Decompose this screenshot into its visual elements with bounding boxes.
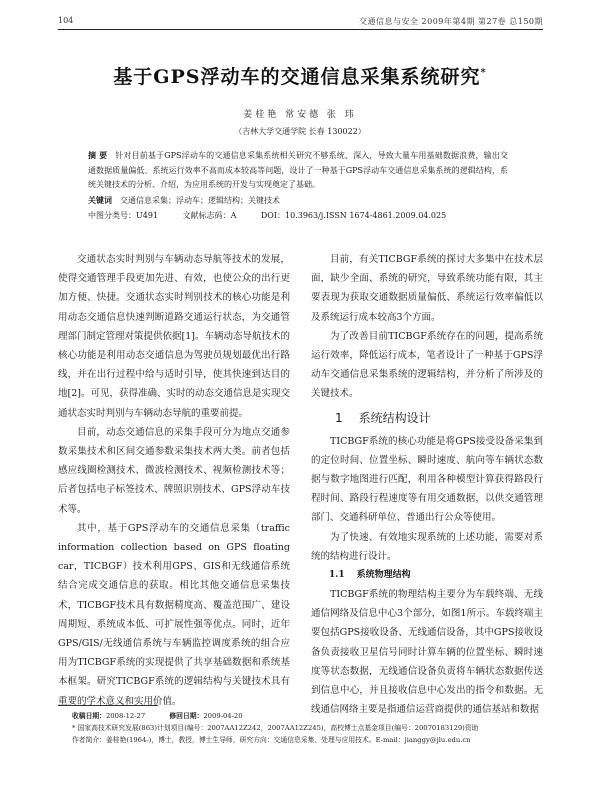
- clc-label: 中图分类号：: [88, 210, 136, 220]
- subsection-heading-1-1: [311, 566, 543, 585]
- affiliation: （吉林大学交通学院 长春 130022）: [234, 127, 366, 136]
- paper-title: [0, 62, 600, 89]
- keywords-label: 关键词: [88, 194, 112, 205]
- doc-code-value: A: [230, 210, 237, 220]
- paragraph: 为了改善目前TICBGF系统存在的问题，提高系统运行效率，降低运行成本，笔者设计了一种基于GPS浮动车交通信息采集系统的逻辑结构，并分析了所涉及的关键技术。: [311, 330, 543, 400]
- abstract-block: [88, 148, 508, 223]
- page-number: 104: [58, 16, 74, 25]
- title-footnote-mark: *: [480, 67, 487, 79]
- section-number: 1: [335, 410, 343, 425]
- header-rule: [58, 29, 543, 30]
- paragraph: 交通状态实时判别与车辆动态导航等技术的发展，使得交通管理手段更加先进、有效，也使公众的出行更加方便、快捷。交通状态实时判别技术的核心功能是利用动态交通信息快速判断道路交通运行状态，为交通管理部门制定管理对策提供依据[1]。车辆动态导航技术的核心功能是利用动态交通信息为驾驶员规划最优出行路线，并在出行过程中给与适时引导，使其快速到达目的地[2]。可见，获得准确、实时的动态交通信息是实现交通状态实时判别与车辆动态导航的重要前提。: [58, 254, 290, 419]
- paper-title-text: 基于GPS浮动车的交通信息采集系统研究: [113, 66, 481, 88]
- clc-value: U491: [136, 210, 159, 220]
- abstract: [88, 148, 508, 193]
- keywords: [88, 193, 508, 208]
- authors: 姜桂艳 常安德 张 玮: [243, 110, 357, 120]
- paragraph: 为了快速、有效地实现系统的上述功能，需要对系统的结构进行设计。: [311, 531, 543, 562]
- section-heading-1: [311, 404, 543, 432]
- paragraph: 其中，基于GPS浮动车的交通信息采集（traffic information collection based on GPS floating car，TICBGF）技术利用GPS、GIS和无线通信系统结合完成交通信息的获取。相比其他交通信息采集技术，TICBGF技术具有数据精度高、覆盖范围广、建设周期短、系统成本低、可扩展性强等优点。同时，近年GPS/GIS/无线通信系统与车辆监控调度系统的组合应用为TICBGF系统的实现提供了共享基础数据和系统基本框架。研究TICBGF系统的逻辑结构与关键技术具有重要的学术意义和实用价值。: [58, 522, 290, 707]
- doc-code-label: 文献标志码：: [182, 210, 231, 220]
- paragraph: TICBGF系统的核心功能是将GPS接受设备采集到的定位时间、位置坐标、瞬时速度、航向等车辆状态数据与数字地图进行匹配，利用各种模型计算获得路段行程时间、路段行程速度等有用交通数据，以供交通管理部门、交通科研单位、普通出行公众等使用。: [311, 435, 543, 524]
- paragraph: TICBGF系统的物理结构主要分为车载终端、无线通信网络及信息中心3个部分，如图1所示。车载终端主要包括GPS接收设备、无线通信设备，其中GPS接收设备负责接收卫星信号同时计算车辆的位置坐标、瞬时速度等状态数据，无线通信设备负责将车辆状态数据传送到信息中心，并且接收信息中心发出的指令和数据。无线通信网络主要是指通信运营商提供的通信基站和数据: [311, 589, 543, 716]
- body-column-right: [311, 250, 543, 719]
- classification-line: [88, 208, 508, 223]
- section-title: 系统结构设计: [358, 410, 431, 425]
- abstract-label: 摘 要: [88, 150, 108, 160]
- footnote-rule: [58, 705, 158, 706]
- revised-date: 2009-04-20: [203, 712, 243, 720]
- abstract-text: 针对目前基于GPS浮动车的交通信息采集系统相关研究不够系统、深入，导致大量车用基础数据浪费，输出交通数据质量偏低、系统运行效率不高而成本较高等问题，设计了一种基于GPS浮动车交通信息采集系统的逻辑结构，系统关键技术的分析、介绍，为应用系统的开发与实现奠定了基础。: [88, 151, 508, 189]
- received-date: 2008-12-27: [105, 712, 146, 720]
- paragraph: 目前，动态交通信息的采集手段可分为地点交通参数采集技术和区间交通参数采集技术两大类。前者包括感应线圈检测技术、微波检测技术、视频检测技术等；后者包括电子标签技术、牌照识别技术、GPS浮动车技术等。: [58, 426, 290, 515]
- author-bio: 作者简介：姜桂艳(1964-)，博士，教授，博士生导师，研究方向：交通信息采集、处理与应用技术。E-mail：jianggy@jlu.edu.cn: [72, 736, 471, 744]
- footnotes: [72, 710, 572, 746]
- dates-line: [72, 710, 572, 722]
- keywords-text: 交通信息采集；浮动车；逻辑结构；关键技术: [120, 195, 280, 205]
- journal-info: 交通信息与安全 2009年第4期 第27卷 总150期: [358, 17, 543, 26]
- funding-note: * 国家高技术研究发展(863)计划项目(编号：2007AA12Z242，2007AA12Z245)，高校博士点基金项目(编号：20070183129)资助: [72, 724, 479, 732]
- subsection-number: 1.1: [329, 570, 345, 581]
- running-header: [58, 10, 543, 30]
- doi: DOI：10.3963/j.ISSN 1674-4861.2009.04.025: [260, 210, 447, 220]
- paragraph: 目前，有关TICBGF系统的探讨大多集中在技术层面，缺少全面、系统的研究，导致系统功能有限，其主要表现为获取交通数据质量偏低、系统运行效率偏低以及系统运行成本较高3个方面。: [311, 254, 543, 323]
- revised-label: 修回日期：: [169, 712, 204, 720]
- subsection-title: 系统物理结构: [356, 570, 411, 581]
- received-label: 收稿日期：: [72, 712, 106, 720]
- body-column-left: [58, 250, 290, 711]
